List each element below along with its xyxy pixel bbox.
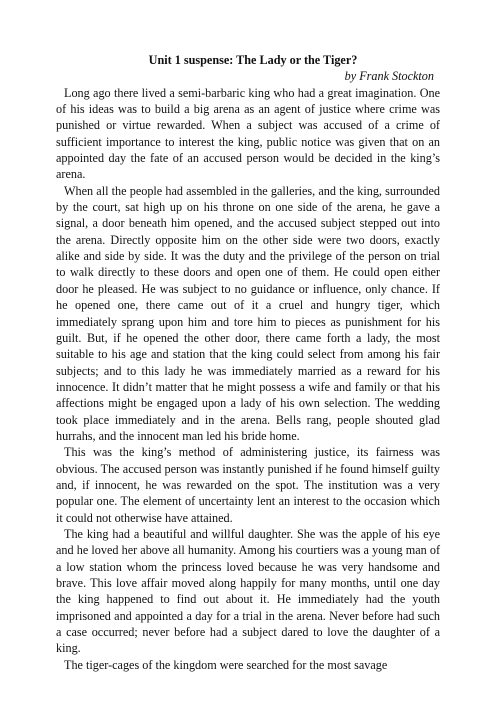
paragraph-4: The king had a beautiful and willful daughter. She was the apple of his eye and he loved her above all humanity. Among his courtiers was a young man of a low station whom the princess loved because he was very handsome and brave. This love affair moved along happily for many months, until one day the king happened to find out about it. He immediately had the youth imprisoned and appointed a day for a trial in the arena. Never before had such a case occurred; never before had a subject dared to love the daughter of a king.: [56, 526, 440, 656]
paragraph-1: Long ago there lived a semi-barbaric king who had a great imagination. One of his ideas was to build a big arena as an agent of justice where crime was punished or virtue rewarded. When a subject was accused of a crime of sufficient importance to interest the king, public notice was given that on an appointed day the fate of an accused person would be decided in the king’s arena.: [56, 85, 440, 182]
document-author: by Frank Stockton: [344, 69, 434, 84]
document-page: [56, 52, 440, 673]
paragraph-2: When all the people had assembled in the galleries, and the king, surrounded by the court, sat high up on his throne on one side of the arena, he gave a signal, a door beneath him opened, and the accused subject stepped out into the arena. Directly opposite him on the other side were two doors, exactly alike and side by side. It was the duty and the privilege of the person on trial to walk directly to these doors and open one of them. He could open either door he pleased. He was subject to no guidance or influence, only chance. If he opened one, there came out of it a cruel and hungry tiger, which immediately sprang upon him and tore him to pieces as punishment for his guilt. But, if he opened the other door, there came forth a lady, the most suitable to his age and station that the king could select from among his fair subjects; and to this lady he was immediately married as a reward for his innocence. It didn’t matter that he might possess a wife and family or that his affections might be engaged upon a lady of his own selection. The wedding took place immediately and in the arena. Bells rang, people shouted glad hurrahs, and the innocent man led his bride home.: [56, 183, 440, 443]
document-title: Unit 1 suspense: The Lady or the Tiger?: [148, 53, 358, 67]
paragraph-3: This was the king’s method of administering justice, its fairness was obvious. The accused person was instantly punished if he found himself guilty and, if innocent, he was rewarded on the spot. The institution was a very popular one. The element of uncertainty lent an interest to the occasion which it could not otherwise have attained.: [56, 445, 440, 525]
paragraph-5: The tiger-cages of the kingdom were searched for the most savage: [64, 657, 388, 672]
